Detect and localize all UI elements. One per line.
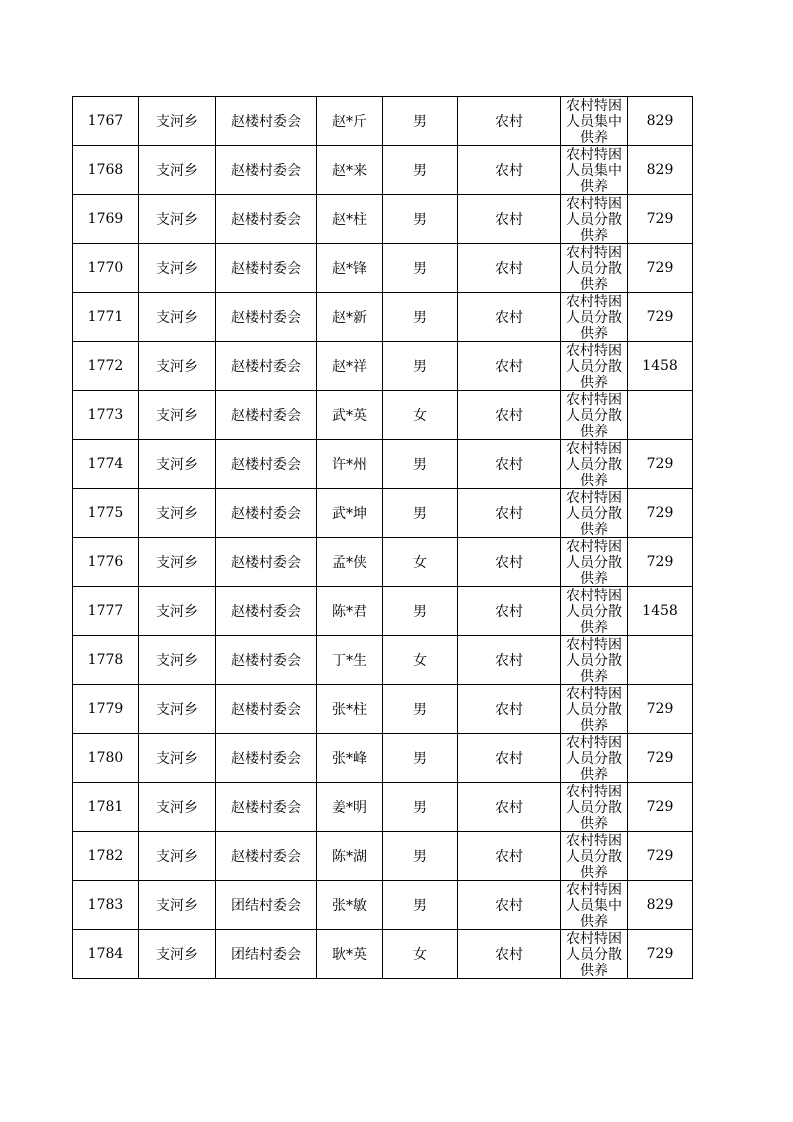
category-text: 农村特困人员分散供养 xyxy=(566,195,622,243)
category-text: 农村特困人员分散供养 xyxy=(566,391,622,439)
cell-category xyxy=(561,832,628,881)
cell-gender: 男 xyxy=(383,783,458,832)
cell-id: 1784 xyxy=(73,930,139,979)
category-text: 农村特困人员分散供养 xyxy=(566,342,622,390)
cell-id: 1767 xyxy=(73,97,139,146)
cell-category xyxy=(561,636,628,685)
cell-category xyxy=(561,97,628,146)
cell-village: 赵楼村委会 xyxy=(216,832,317,881)
table-row xyxy=(73,832,693,881)
cell-amount xyxy=(628,636,693,685)
cell-area: 农村 xyxy=(458,832,561,881)
cell-amount: 729 xyxy=(628,293,693,342)
cell-township: 支河乡 xyxy=(139,489,216,538)
cell-name: 赵*斤 xyxy=(317,97,383,146)
cell-area: 农村 xyxy=(458,930,561,979)
cell-name: 武*坤 xyxy=(317,489,383,538)
cell-township: 支河乡 xyxy=(139,636,216,685)
cell-category xyxy=(561,195,628,244)
cell-village: 赵楼村委会 xyxy=(216,734,317,783)
table-row xyxy=(73,587,693,636)
cell-name: 丁*生 xyxy=(317,636,383,685)
category-text: 农村特困人员分散供养 xyxy=(566,440,622,488)
cell-gender: 男 xyxy=(383,832,458,881)
category-text: 农村特困人员集中供养 xyxy=(566,97,622,145)
cell-village: 赵楼村委会 xyxy=(216,146,317,195)
cell-name: 姜*明 xyxy=(317,783,383,832)
cell-id: 1775 xyxy=(73,489,139,538)
category-text: 农村特困人员分散供养 xyxy=(566,685,622,733)
cell-village: 赵楼村委会 xyxy=(216,636,317,685)
cell-amount: 829 xyxy=(628,97,693,146)
cell-area: 农村 xyxy=(458,881,561,930)
cell-amount: 1458 xyxy=(628,587,693,636)
table-row xyxy=(73,636,693,685)
cell-name: 陈*湖 xyxy=(317,832,383,881)
cell-name: 耿*英 xyxy=(317,930,383,979)
cell-name: 张*峰 xyxy=(317,734,383,783)
cell-category xyxy=(561,244,628,293)
cell-village: 赵楼村委会 xyxy=(216,195,317,244)
cell-township: 支河乡 xyxy=(139,293,216,342)
table-row xyxy=(73,881,693,930)
cell-gender: 男 xyxy=(383,489,458,538)
cell-township: 支河乡 xyxy=(139,146,216,195)
table-row xyxy=(73,293,693,342)
cell-township: 支河乡 xyxy=(139,440,216,489)
cell-category xyxy=(561,391,628,440)
table-row xyxy=(73,930,693,979)
cell-category xyxy=(561,489,628,538)
category-text: 农村特困人员分散供养 xyxy=(566,783,622,831)
cell-gender: 女 xyxy=(383,538,458,587)
cell-category xyxy=(561,685,628,734)
cell-township: 支河乡 xyxy=(139,244,216,293)
cell-name: 赵*来 xyxy=(317,146,383,195)
table-row xyxy=(73,97,693,146)
cell-category xyxy=(561,146,628,195)
cell-township: 支河乡 xyxy=(139,832,216,881)
cell-id: 1772 xyxy=(73,342,139,391)
cell-id: 1773 xyxy=(73,391,139,440)
category-text: 农村特困人员分散供养 xyxy=(566,832,622,880)
cell-gender: 男 xyxy=(383,293,458,342)
cell-area: 农村 xyxy=(458,146,561,195)
cell-gender: 男 xyxy=(383,685,458,734)
cell-category xyxy=(561,293,628,342)
cell-name: 赵*锋 xyxy=(317,244,383,293)
cell-village: 赵楼村委会 xyxy=(216,538,317,587)
cell-township: 支河乡 xyxy=(139,783,216,832)
table-row xyxy=(73,146,693,195)
cell-area: 农村 xyxy=(458,195,561,244)
cell-amount: 729 xyxy=(628,832,693,881)
category-text: 农村特困人员分散供养 xyxy=(566,636,622,684)
cell-id: 1782 xyxy=(73,832,139,881)
cell-name: 许*州 xyxy=(317,440,383,489)
cell-category xyxy=(561,930,628,979)
cell-gender: 男 xyxy=(383,881,458,930)
cell-id: 1780 xyxy=(73,734,139,783)
cell-name: 赵*新 xyxy=(317,293,383,342)
cell-name: 赵*祥 xyxy=(317,342,383,391)
cell-id: 1769 xyxy=(73,195,139,244)
cell-id: 1771 xyxy=(73,293,139,342)
category-text: 农村特困人员分散供养 xyxy=(566,930,622,978)
category-text: 农村特困人员分散供养 xyxy=(566,293,622,341)
cell-gender: 男 xyxy=(383,342,458,391)
cell-township: 支河乡 xyxy=(139,342,216,391)
cell-id: 1777 xyxy=(73,587,139,636)
cell-township: 支河乡 xyxy=(139,685,216,734)
category-text: 农村特困人员分散供养 xyxy=(566,538,622,586)
table-row xyxy=(73,195,693,244)
cell-name: 张*柱 xyxy=(317,685,383,734)
cell-amount xyxy=(628,391,693,440)
cell-village: 赵楼村委会 xyxy=(216,342,317,391)
cell-village: 赵楼村委会 xyxy=(216,685,317,734)
cell-township: 支河乡 xyxy=(139,97,216,146)
cell-area: 农村 xyxy=(458,391,561,440)
records-table xyxy=(72,96,693,979)
category-text: 农村特困人员集中供养 xyxy=(566,146,622,194)
cell-area: 农村 xyxy=(458,489,561,538)
cell-name: 孟*侠 xyxy=(317,538,383,587)
cell-township: 支河乡 xyxy=(139,391,216,440)
cell-amount: 729 xyxy=(628,783,693,832)
cell-id: 1776 xyxy=(73,538,139,587)
cell-id: 1778 xyxy=(73,636,139,685)
cell-gender: 男 xyxy=(383,587,458,636)
cell-id: 1779 xyxy=(73,685,139,734)
cell-area: 农村 xyxy=(458,538,561,587)
cell-category xyxy=(561,587,628,636)
table-row xyxy=(73,489,693,538)
cell-area: 农村 xyxy=(458,587,561,636)
cell-gender: 男 xyxy=(383,146,458,195)
cell-amount: 729 xyxy=(628,734,693,783)
cell-name: 陈*君 xyxy=(317,587,383,636)
cell-area: 农村 xyxy=(458,685,561,734)
category-text: 农村特困人员集中供养 xyxy=(566,881,622,929)
table-row xyxy=(73,783,693,832)
cell-gender: 男 xyxy=(383,244,458,293)
cell-id: 1770 xyxy=(73,244,139,293)
cell-township: 支河乡 xyxy=(139,587,216,636)
cell-area: 农村 xyxy=(458,244,561,293)
cell-village: 赵楼村委会 xyxy=(216,489,317,538)
cell-area: 农村 xyxy=(458,342,561,391)
cell-township: 支河乡 xyxy=(139,734,216,783)
cell-township: 支河乡 xyxy=(139,538,216,587)
cell-village: 赵楼村委会 xyxy=(216,97,317,146)
table-row xyxy=(73,244,693,293)
category-text: 农村特困人员分散供养 xyxy=(566,489,622,537)
cell-id: 1781 xyxy=(73,783,139,832)
table-row xyxy=(73,685,693,734)
category-text: 农村特困人员分散供养 xyxy=(566,244,622,292)
cell-amount: 829 xyxy=(628,881,693,930)
cell-village: 赵楼村委会 xyxy=(216,587,317,636)
cell-village: 赵楼村委会 xyxy=(216,440,317,489)
cell-gender: 女 xyxy=(383,391,458,440)
cell-area: 农村 xyxy=(458,734,561,783)
cell-amount: 729 xyxy=(628,244,693,293)
cell-gender: 女 xyxy=(383,930,458,979)
cell-id: 1768 xyxy=(73,146,139,195)
cell-id: 1774 xyxy=(73,440,139,489)
cell-amount: 729 xyxy=(628,489,693,538)
cell-township: 支河乡 xyxy=(139,881,216,930)
table-row xyxy=(73,342,693,391)
cell-gender: 男 xyxy=(383,195,458,244)
cell-village: 赵楼村委会 xyxy=(216,783,317,832)
cell-village: 团结村委会 xyxy=(216,930,317,979)
table-body xyxy=(73,97,693,979)
cell-amount: 729 xyxy=(628,440,693,489)
table-row xyxy=(73,734,693,783)
cell-category xyxy=(561,734,628,783)
cell-gender: 男 xyxy=(383,734,458,783)
cell-amount: 1458 xyxy=(628,342,693,391)
cell-amount: 729 xyxy=(628,538,693,587)
cell-gender: 男 xyxy=(383,97,458,146)
cell-category xyxy=(561,881,628,930)
cell-township: 支河乡 xyxy=(139,930,216,979)
cell-amount: 829 xyxy=(628,146,693,195)
cell-village: 赵楼村委会 xyxy=(216,244,317,293)
cell-township: 支河乡 xyxy=(139,195,216,244)
cell-name: 武*英 xyxy=(317,391,383,440)
cell-amount: 729 xyxy=(628,930,693,979)
cell-category xyxy=(561,783,628,832)
cell-area: 农村 xyxy=(458,293,561,342)
cell-name: 张*敏 xyxy=(317,881,383,930)
cell-category xyxy=(561,538,628,587)
cell-gender: 女 xyxy=(383,636,458,685)
cell-area: 农村 xyxy=(458,636,561,685)
cell-area: 农村 xyxy=(458,440,561,489)
cell-village: 赵楼村委会 xyxy=(216,293,317,342)
cell-category xyxy=(561,440,628,489)
cell-village: 赵楼村委会 xyxy=(216,391,317,440)
category-text: 农村特困人员分散供养 xyxy=(566,587,622,635)
cell-amount: 729 xyxy=(628,195,693,244)
table-row xyxy=(73,538,693,587)
cell-area: 农村 xyxy=(458,783,561,832)
cell-category xyxy=(561,342,628,391)
cell-area: 农村 xyxy=(458,97,561,146)
cell-amount: 729 xyxy=(628,685,693,734)
table-row xyxy=(73,391,693,440)
cell-name: 赵*柱 xyxy=(317,195,383,244)
category-text: 农村特困人员分散供养 xyxy=(566,734,622,782)
table-row xyxy=(73,440,693,489)
cell-village: 团结村委会 xyxy=(216,881,317,930)
cell-id: 1783 xyxy=(73,881,139,930)
cell-gender: 男 xyxy=(383,440,458,489)
